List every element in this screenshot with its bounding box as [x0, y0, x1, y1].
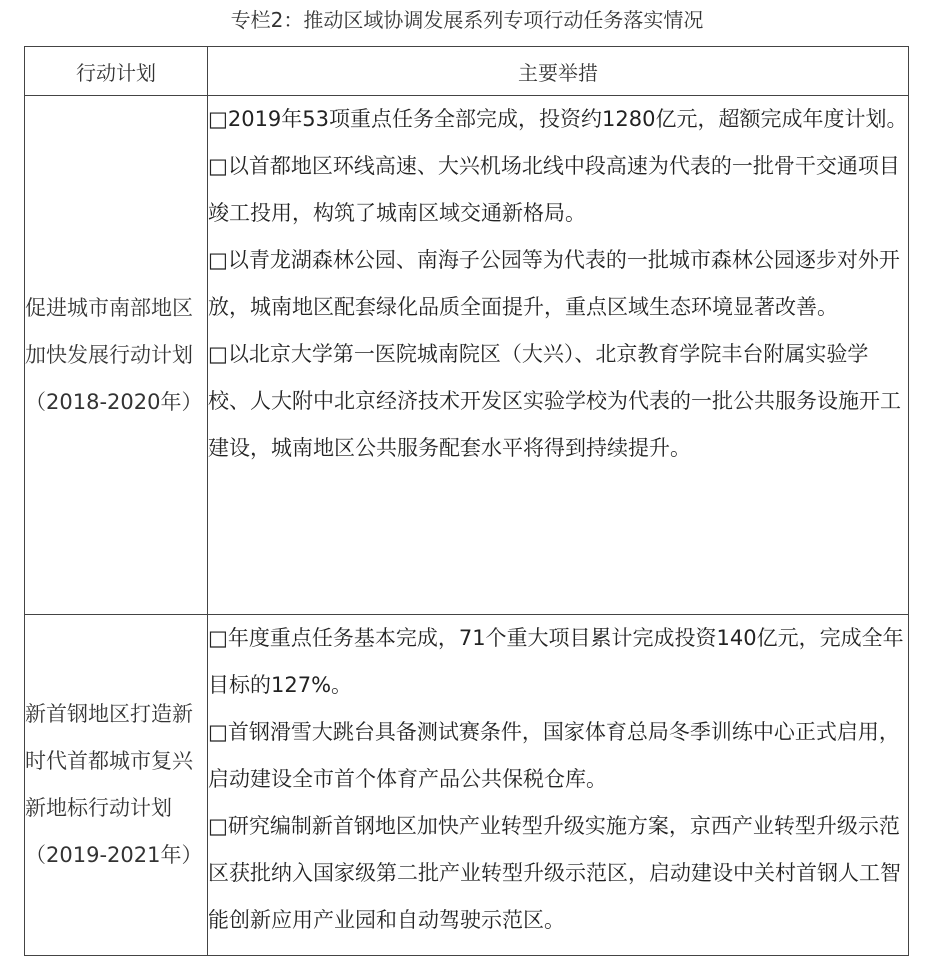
table-header-row: [25, 47, 909, 96]
table-row: [25, 615, 909, 956]
table-caption: 专栏2：推动区域协调发展系列专项行动任务落实情况: [230, 8, 704, 32]
measure-item: □研究编制新首钢地区加快产业转型升级实施方案，京西产业转型升级示范区获批纳入国家级第二批产业转型升级示范区，启动建设中关村首钢人工智能创新应用产业园和自动驾驶示范区。: [208, 814, 901, 932]
measure-item: □2019年53项重点任务全部完成，投资约1280亿元，超额完成年度计划。: [208, 107, 908, 131]
task-table: [24, 46, 909, 956]
table-row: [25, 96, 909, 615]
measures-cell: [208, 96, 909, 615]
measure-item: □以青龙湖森林公园、南海子公园等为代表的一批城市森林公园逐步对外开放，城南地区配套绿化品质全面提升，重点区域生态环境显著改善。: [208, 248, 900, 319]
measure-item: □年度重点任务基本完成，71个重大项目累计完成投资140亿元，完成全年目标的127%。: [208, 626, 904, 697]
header-action-plan: 行动计划: [25, 47, 208, 96]
plan-cell: 促进城市南部地区加快发展行动计划（2018-2020年）: [25, 96, 208, 615]
measure-item: □以北京大学第一医院城南院区（大兴）、北京教育学院丰台附属实验学校、人大附中北京经济技术开发区实验学校为代表的一批公共服务设施开工建设，城南地区公共服务配套水平将得到持续提升。: [208, 342, 901, 460]
header-main-measures: 主要举措: [208, 47, 909, 96]
measure-item: □首钢滑雪大跳台具备测试赛条件，国家体育总局冬季训练中心正式启用，启动建设全市首个体育产品公共保税仓库。: [208, 720, 900, 791]
plan-cell: 新首钢地区打造新时代首都城市复兴新地标行动计划（2019-2021年）: [25, 615, 208, 956]
measure-item: □以首都地区环线高速、大兴机场北线中段高速为代表的一批骨干交通项目竣工投用，构筑了城南区域交通新格局。: [208, 154, 900, 225]
measures-cell: [208, 615, 909, 956]
